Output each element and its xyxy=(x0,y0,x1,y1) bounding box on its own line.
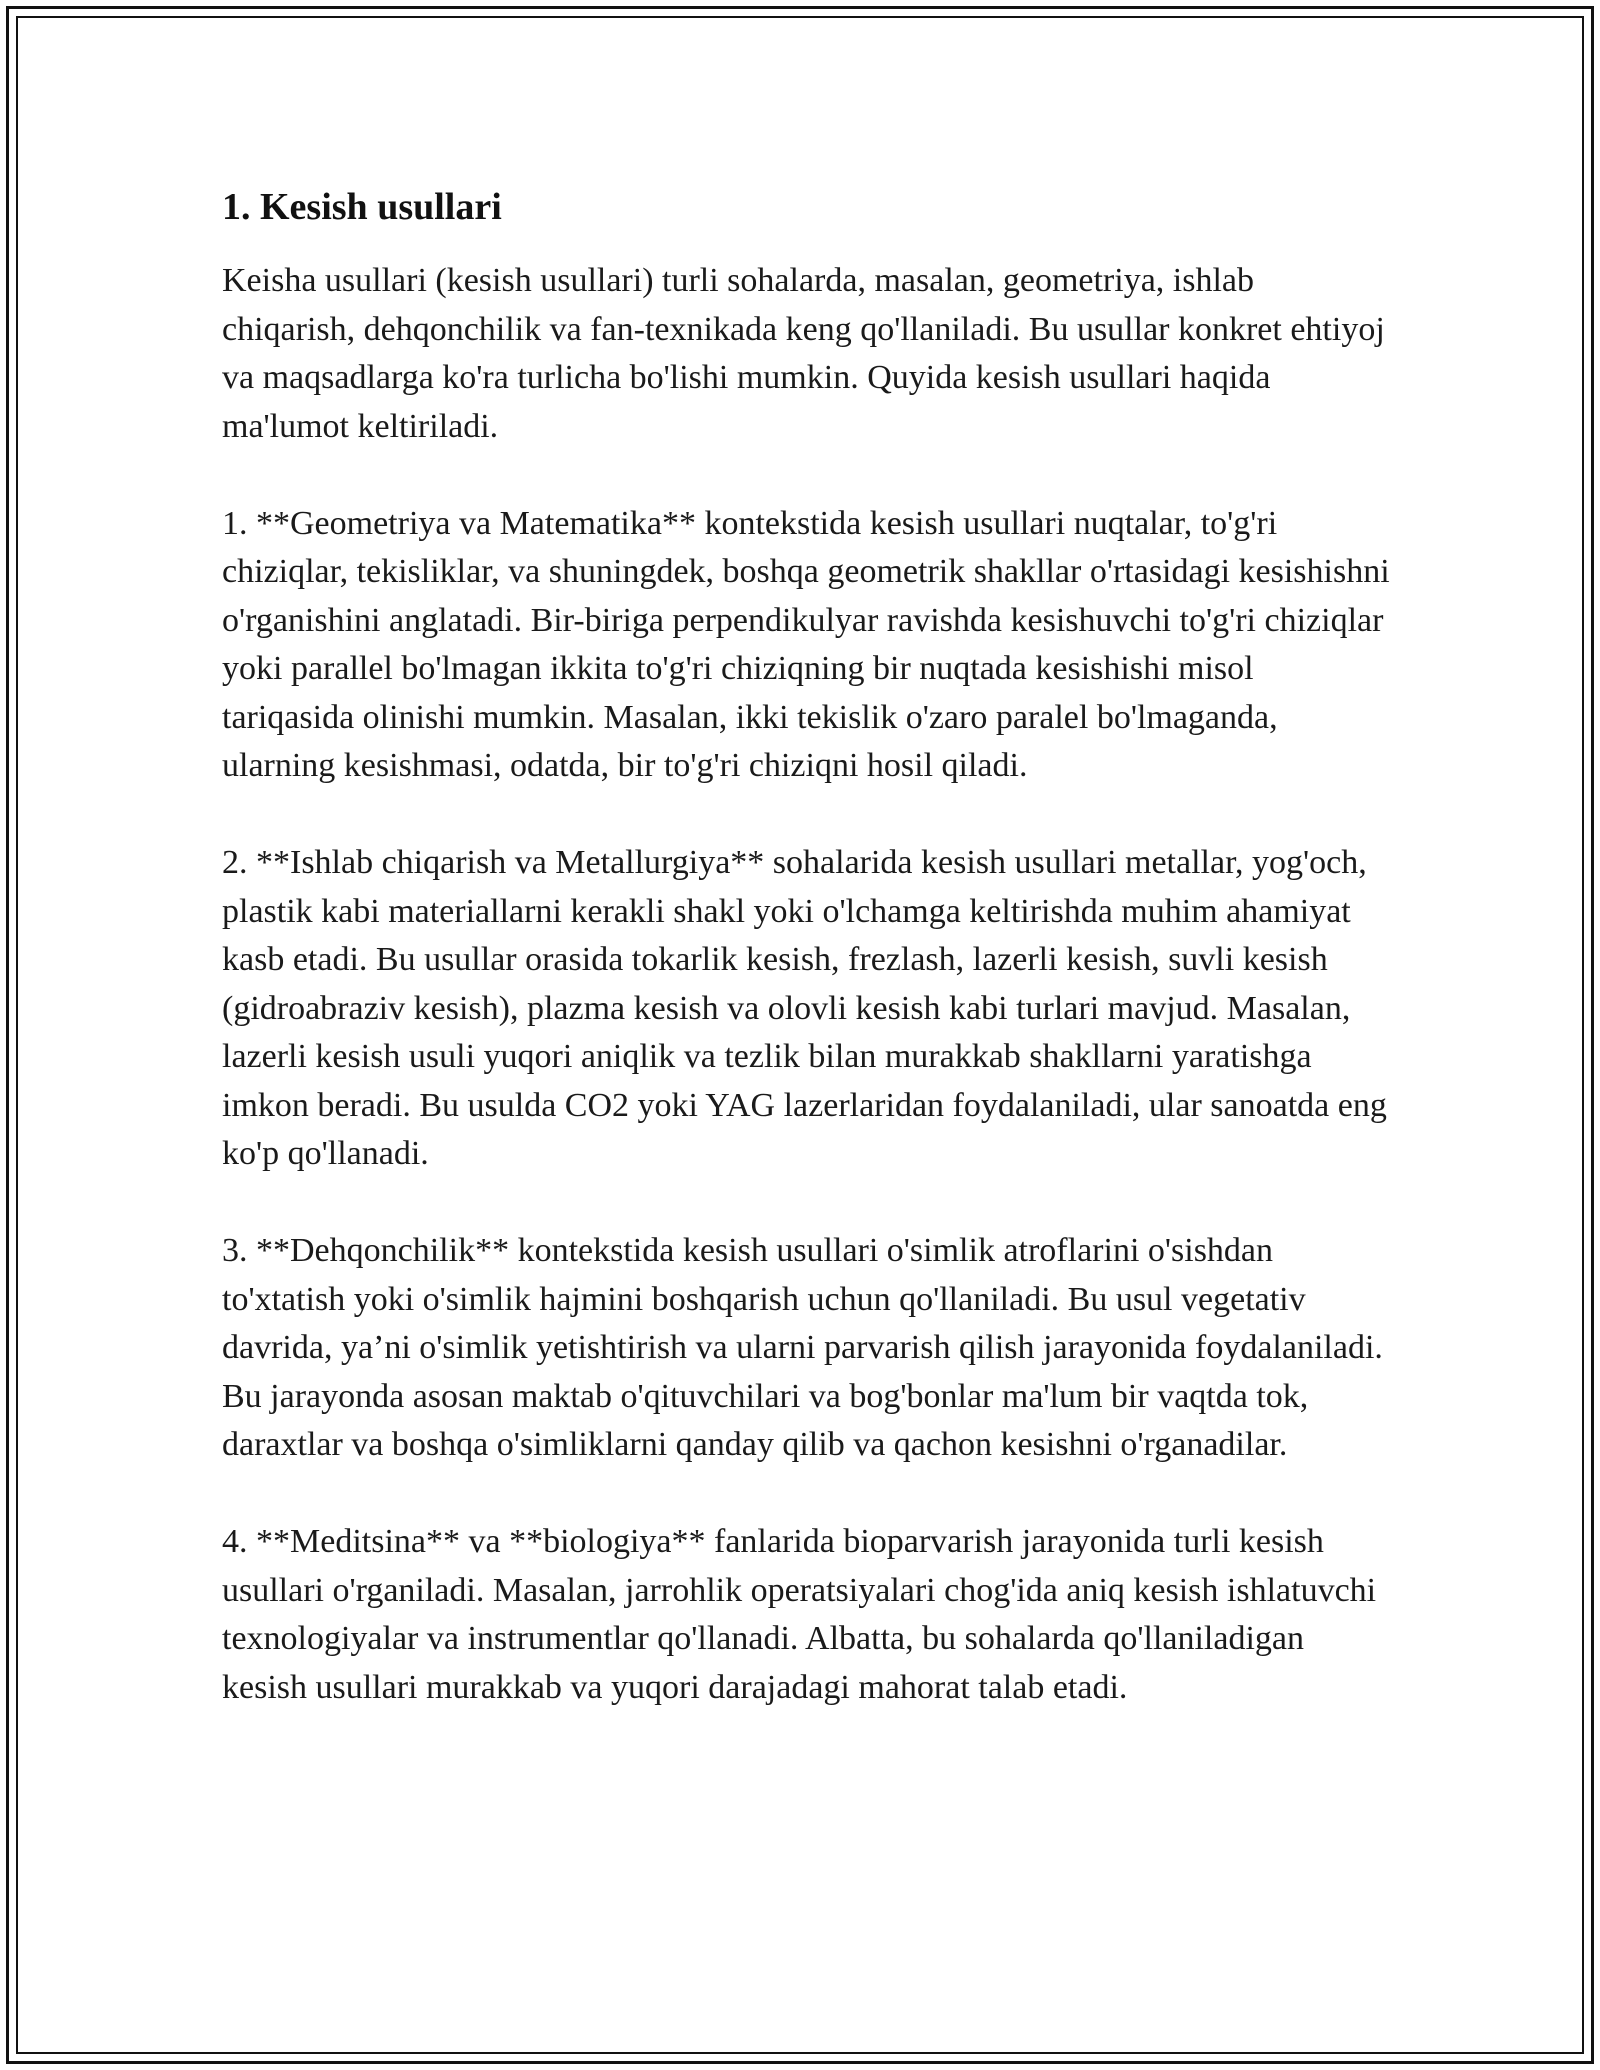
page-title: 1. Kesish usullari xyxy=(222,186,502,228)
intro-paragraph: Keisha usullari (kesish usullari) turli sohalarda, masalan, geometriya, ishlab chiqarish, dehqonchilik va fan-texnikada keng qo'llaniladi. Bu usullar konkret ehtiyoj va maqsadlarga ko'ra turlicha bo'lishi mumkin. Quyida kesish usullari haqida ma'lumot keltiriladi. xyxy=(222,262,1385,445)
document-body xyxy=(222,178,1392,1712)
paragraph-manufacturing: 2. **Ishlab chiqarish va Metallurgiya** sohalarida kesish usullari metallar, yog'och, plastik kabi materiallarni kerakli shakl yoki o'lchamga keltirishda muhim ahamiyat kasb etadi. Bu usullar orasida tokarlik kesish, frezlash, lazerli kesish, suvli kesish (gidroabraziv kesish), plazma kesish va olovli kesish kabi turlari mavjud. Masalan, lazerli kesish usuli yuqori aniqlik va tezlik bilan murakkab shakllarni yaratishga imkon beradi. Bu usulda CO2 yoki YAG lazerlaridan foydalaniladi, ular sanoatda eng ko'p qo'llanadi. xyxy=(222,844,1387,1172)
paragraph-agriculture: 3. **Dehqonchilik** kontekstida kesish usullari o'simlik atroflarini o'sishdan to'xtatish yoki o'simlik hajmini boshqarish uchun qo'llaniladi. Bu usul vegetativ davrida, ya’ni o'simlik yetishtirish va ularni parvarish qilish jarayonida foydalaniladi. Bu jarayonda asosan maktab o'qituvchilari va bog'bonlar ma'lum bir vaqtda tok, daraxtlar va boshqa o'simliklarni qanday qilib va qachon kesishni o'rganadilar. xyxy=(222,1232,1383,1463)
paragraph-geometry: 1. **Geometriya va Matematika** kontekstida kesish usullari nuqtalar, to'g'ri chiziqlar, tekisliklar, va shuningdek, boshqa geometrik shakllar o'rtasidagi kesishishni o'rganishini anglatadi. Bir-biriga perpendikulyar ravishda kesishuvchi to'g'ri chiziqlar yoki parallel bo'lmagan ikkita to'g'ri chiziqning bir nuqtada kesishishi misol tariqasida olinishi mumkin. Masalan, ikki tekislik o'zaro paralel bo'lmaganda, ularning kesishmasi, odatda, bir to'g'ri chiziqni hosil qiladi. xyxy=(222,504,1390,784)
paragraph-medicine: 4. **Meditsina** va **biologiya** fanlarida bioparvarish jarayonida turli kesish usullari o'rganiladi. Masalan, jarrohlik operatsiyalari chog'ida aniq kesish ishlatuvchi texnologiyalar va instrumentlar qo'llanadi. Albatta, bu sohalarda qo'llaniladigan kesish usullari murakkab va yuqori darajadagi mahorat talab etadi. xyxy=(222,1523,1377,1706)
